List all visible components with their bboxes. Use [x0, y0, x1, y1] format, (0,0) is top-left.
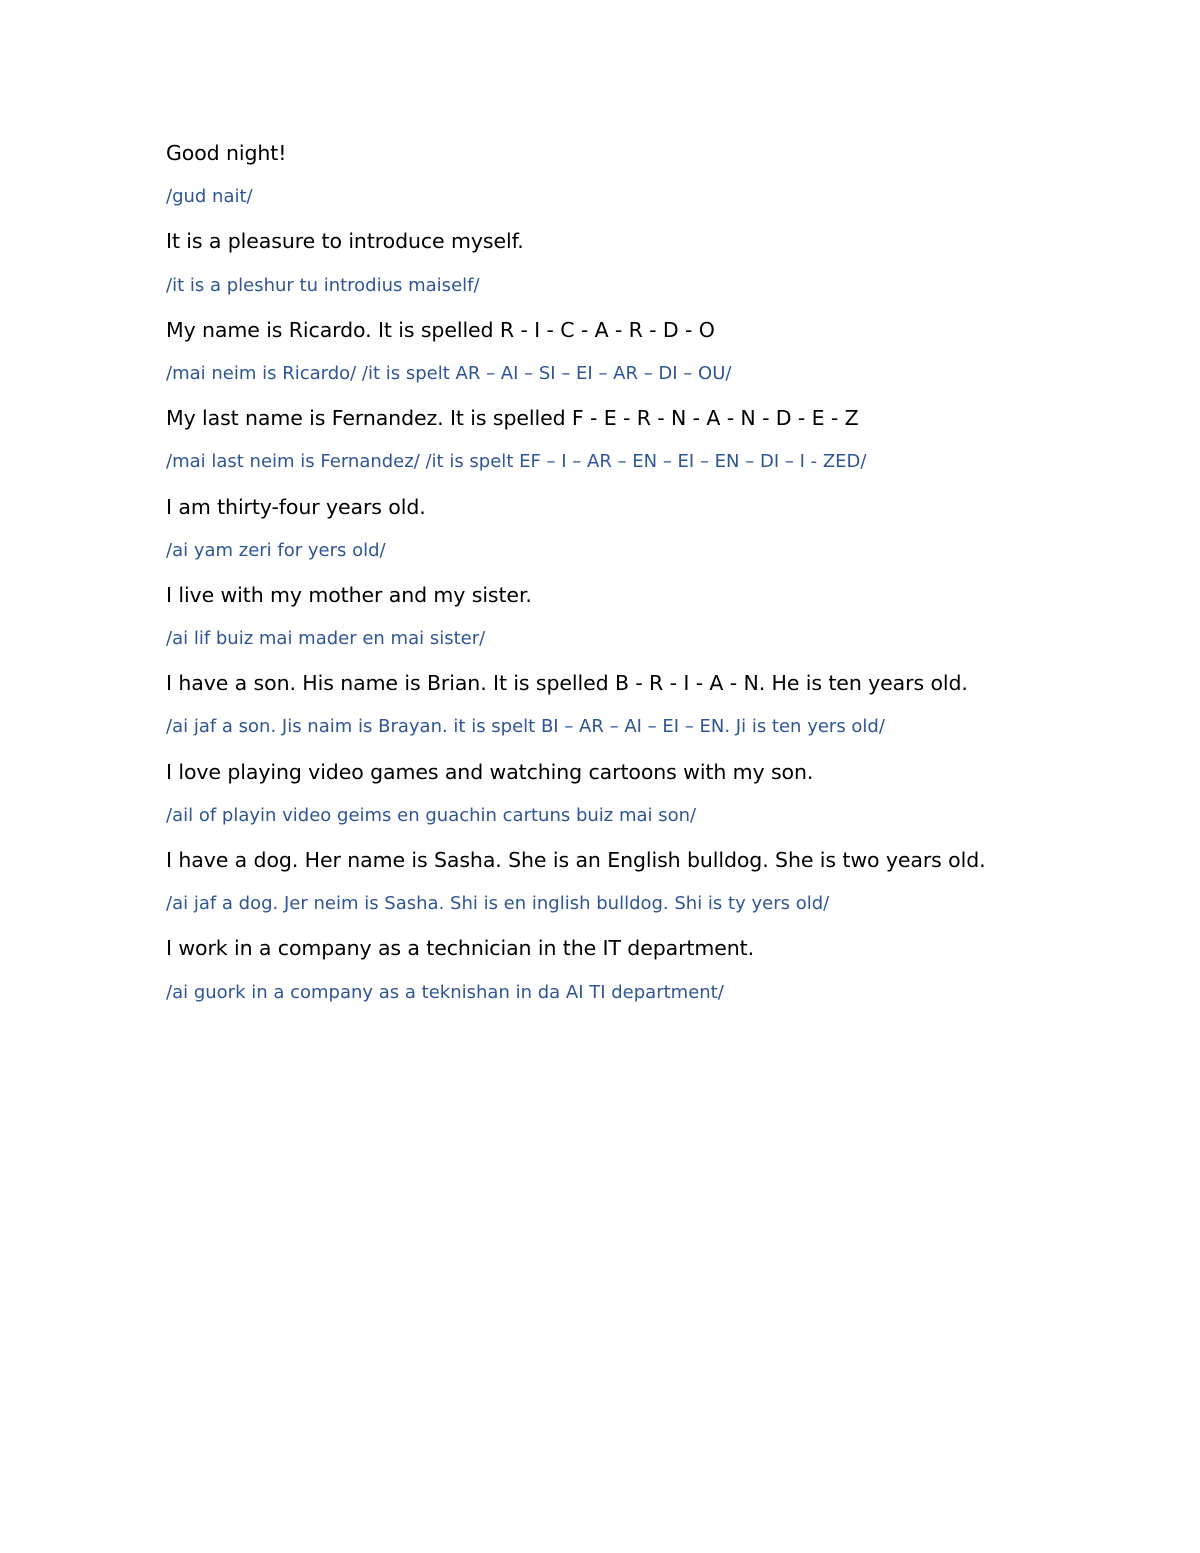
- english-line-dog: I have a dog. Her name is Sasha. She is an English bulldog. She is two years old.: [166, 848, 986, 872]
- english-line-last-name: My last name is Fernandez. It is spelled F - E - R - N - A - N - D - E - Z: [166, 406, 859, 431]
- phonetic-line-work: /ai guork in a company as a teknishan in da AI TI department/: [166, 981, 724, 1003]
- phonetic-line-introduction: /it is a pleshur tu introdius maiself/: [166, 274, 480, 296]
- phonetic-line-hobbies: /ail of playin video geims en guachin cartuns buiz mai son/: [166, 804, 697, 826]
- english-line-first-name: My name is Ricardo. It is spelled R - I - C - A - R - D - O: [166, 317, 715, 342]
- phonetic-line-last-name: /mai last neim is Fernandez/ /it is spelt EF – I – AR – EN – EI – EN – DI – I - ZED/: [166, 451, 867, 473]
- document-body: [166, 137, 1146, 1021]
- phonetic-line-first-name: /mai neim is Ricardo/ /it is spelt AR – AI – SI – EI – AR – DI – OU/: [166, 362, 732, 384]
- phonetic-line-dog: /ai jaf a dog. Jer neim is Sasha. Shi is en inglish bulldog. Shi is ty yers old/: [166, 893, 830, 915]
- english-line-work: I work in a company as a technician in the IT department.: [166, 936, 754, 961]
- english-line-son: I have a son. His name is Brian. It is spelled B - R - I - A - N. He is ten years old.: [166, 671, 968, 696]
- phonetic-line-family: /ai lif buiz mai mader en mai sister/: [166, 628, 486, 650]
- english-line-family: I live with my mother and my sister.: [166, 582, 532, 607]
- english-line-greeting: Good night!: [166, 141, 287, 165]
- english-line-introduction: It is a pleasure to introduce myself.: [166, 229, 524, 254]
- phonetic-line-son: /ai jaf a son. Jis naim is Brayan. it is spelt BI – AR – AI – EI – EN. Ji is ten yers old/: [166, 716, 885, 738]
- phonetic-line-age: /ai yam zeri for yers old/: [166, 539, 386, 561]
- english-line-age: I am thirty-four years old.: [166, 494, 426, 519]
- english-line-hobbies: I love playing video games and watching cartoons with my son.: [166, 759, 814, 784]
- phonetic-line-greeting: /gud nait/: [166, 186, 253, 208]
